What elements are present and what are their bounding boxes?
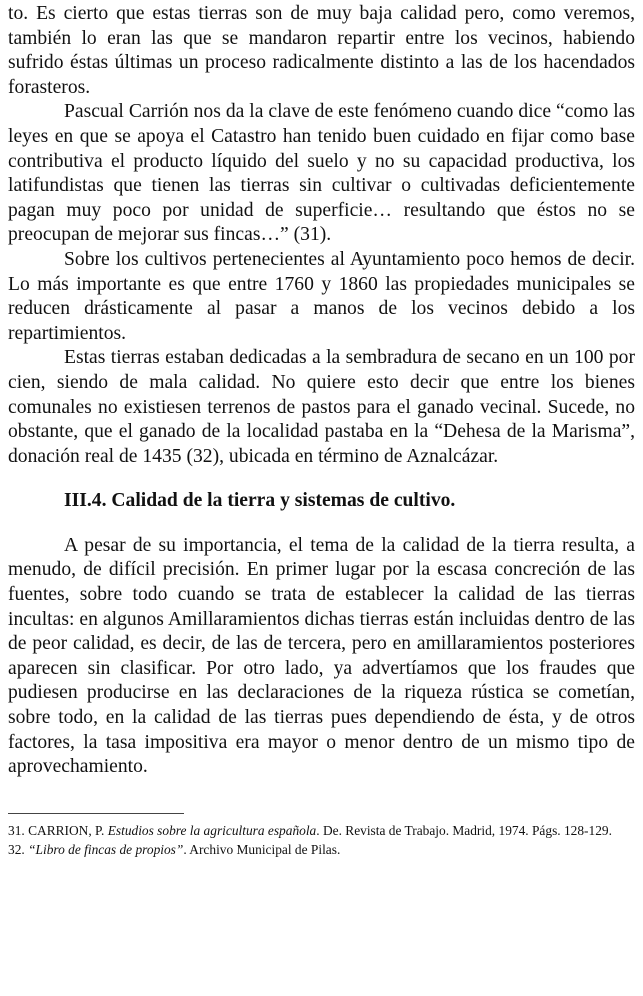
footnote-divider: [8, 813, 184, 814]
footnote-32-suffix: . Archivo Municipal de Pilas.: [183, 841, 341, 857]
footnote-32-title: “Libro de fincas de propios”: [28, 841, 184, 857]
footnote-31-prefix: 31. CARRION, P.: [8, 822, 108, 838]
paragraph-calidad-tierra: A pesar de su importancia, el tema de la calidad de la tierra resulta, a menudo, de difícil precisión. En primer lugar por la escasa concreción de las fuentes, sobre todo cuando se trata de establecer la calidad de las tierras incultas: en algunos Amillaramientos dichas tierras están incluidas dentro de las de peor calidad, es decir, de las de tercera, pero en amillaramientos posteriores aparecen sin clasificar. Por otro lado, ya advertíamos que los fraudes que pudiesen producirse en las declaraciones de la riqueza rústica se cometían, sobre todo, en la calidad de las tierras pues dependiendo de ésta, y de otros factores, la tasa impositiva era mayor o menor dentro de un mismo tipo de aprovechamiento.: [8, 534, 635, 778]
footnote-31-suffix: . De. Revista de Trabajo. Madrid, 1974. Págs. 128-129.: [316, 822, 612, 838]
footnote-31: [8, 821, 635, 840]
paragraph-carrion: Pascual Carrión nos da la clave de este fenómeno cuando dice “como las leyes en que se apoya el Catastro han tenido buen cuidado en fijar como base contributiva el producto líquido del suelo y no su capacidad productiva, los latifundistas que tienen las tierras sin cultivar o cultivadas deficientemente pagan muy poco por unidad de superficie… resultando que éstos no se preocupan de mejorar sus fincas…” (31).: [8, 101, 635, 246]
paragraph-tierras-secano: Estas tierras estaban dedicadas a la sembradura de secano en un 100 por cien, siendo de mala calidad. No quiere esto decir que entre los bienes comunales no existiesen terrenos de pastos para el ganado vecinal. Sucede, no obstante, que el ganado de la localidad pastaba en la “Dehesa de la Marisma”, donación real de 1435 (32), ubicada en término de Aznalcázar.: [8, 347, 635, 467]
section-heading: III.4. Calidad de la tierra y sistemas de cultivo.: [64, 490, 456, 512]
document-page: [8, 2, 635, 859]
footnote-32-prefix: 32.: [8, 841, 29, 857]
footnote-31-title: Estudios sobre la agricultura española: [107, 822, 317, 838]
paragraph-continuation: to. Es cierto que estas tierras son de muy baja calidad pero, como veremos, también lo eran las que se mandaron repartir entre los vecinos, habiendo sufrido éstas últimas un proceso radicalmente distinto a las de los hacendados forasteros.: [8, 3, 635, 98]
footnote-32: [8, 840, 635, 859]
paragraph-ayuntamiento: Sobre los cultivos pertenecientes al Ayuntamiento poco hemos de decir. Lo más importante es que entre 1760 y 1860 las propiedades municipales se reducen drásticamente al pasar a manos de los vecinos debido a los repartimientos.: [8, 248, 635, 344]
